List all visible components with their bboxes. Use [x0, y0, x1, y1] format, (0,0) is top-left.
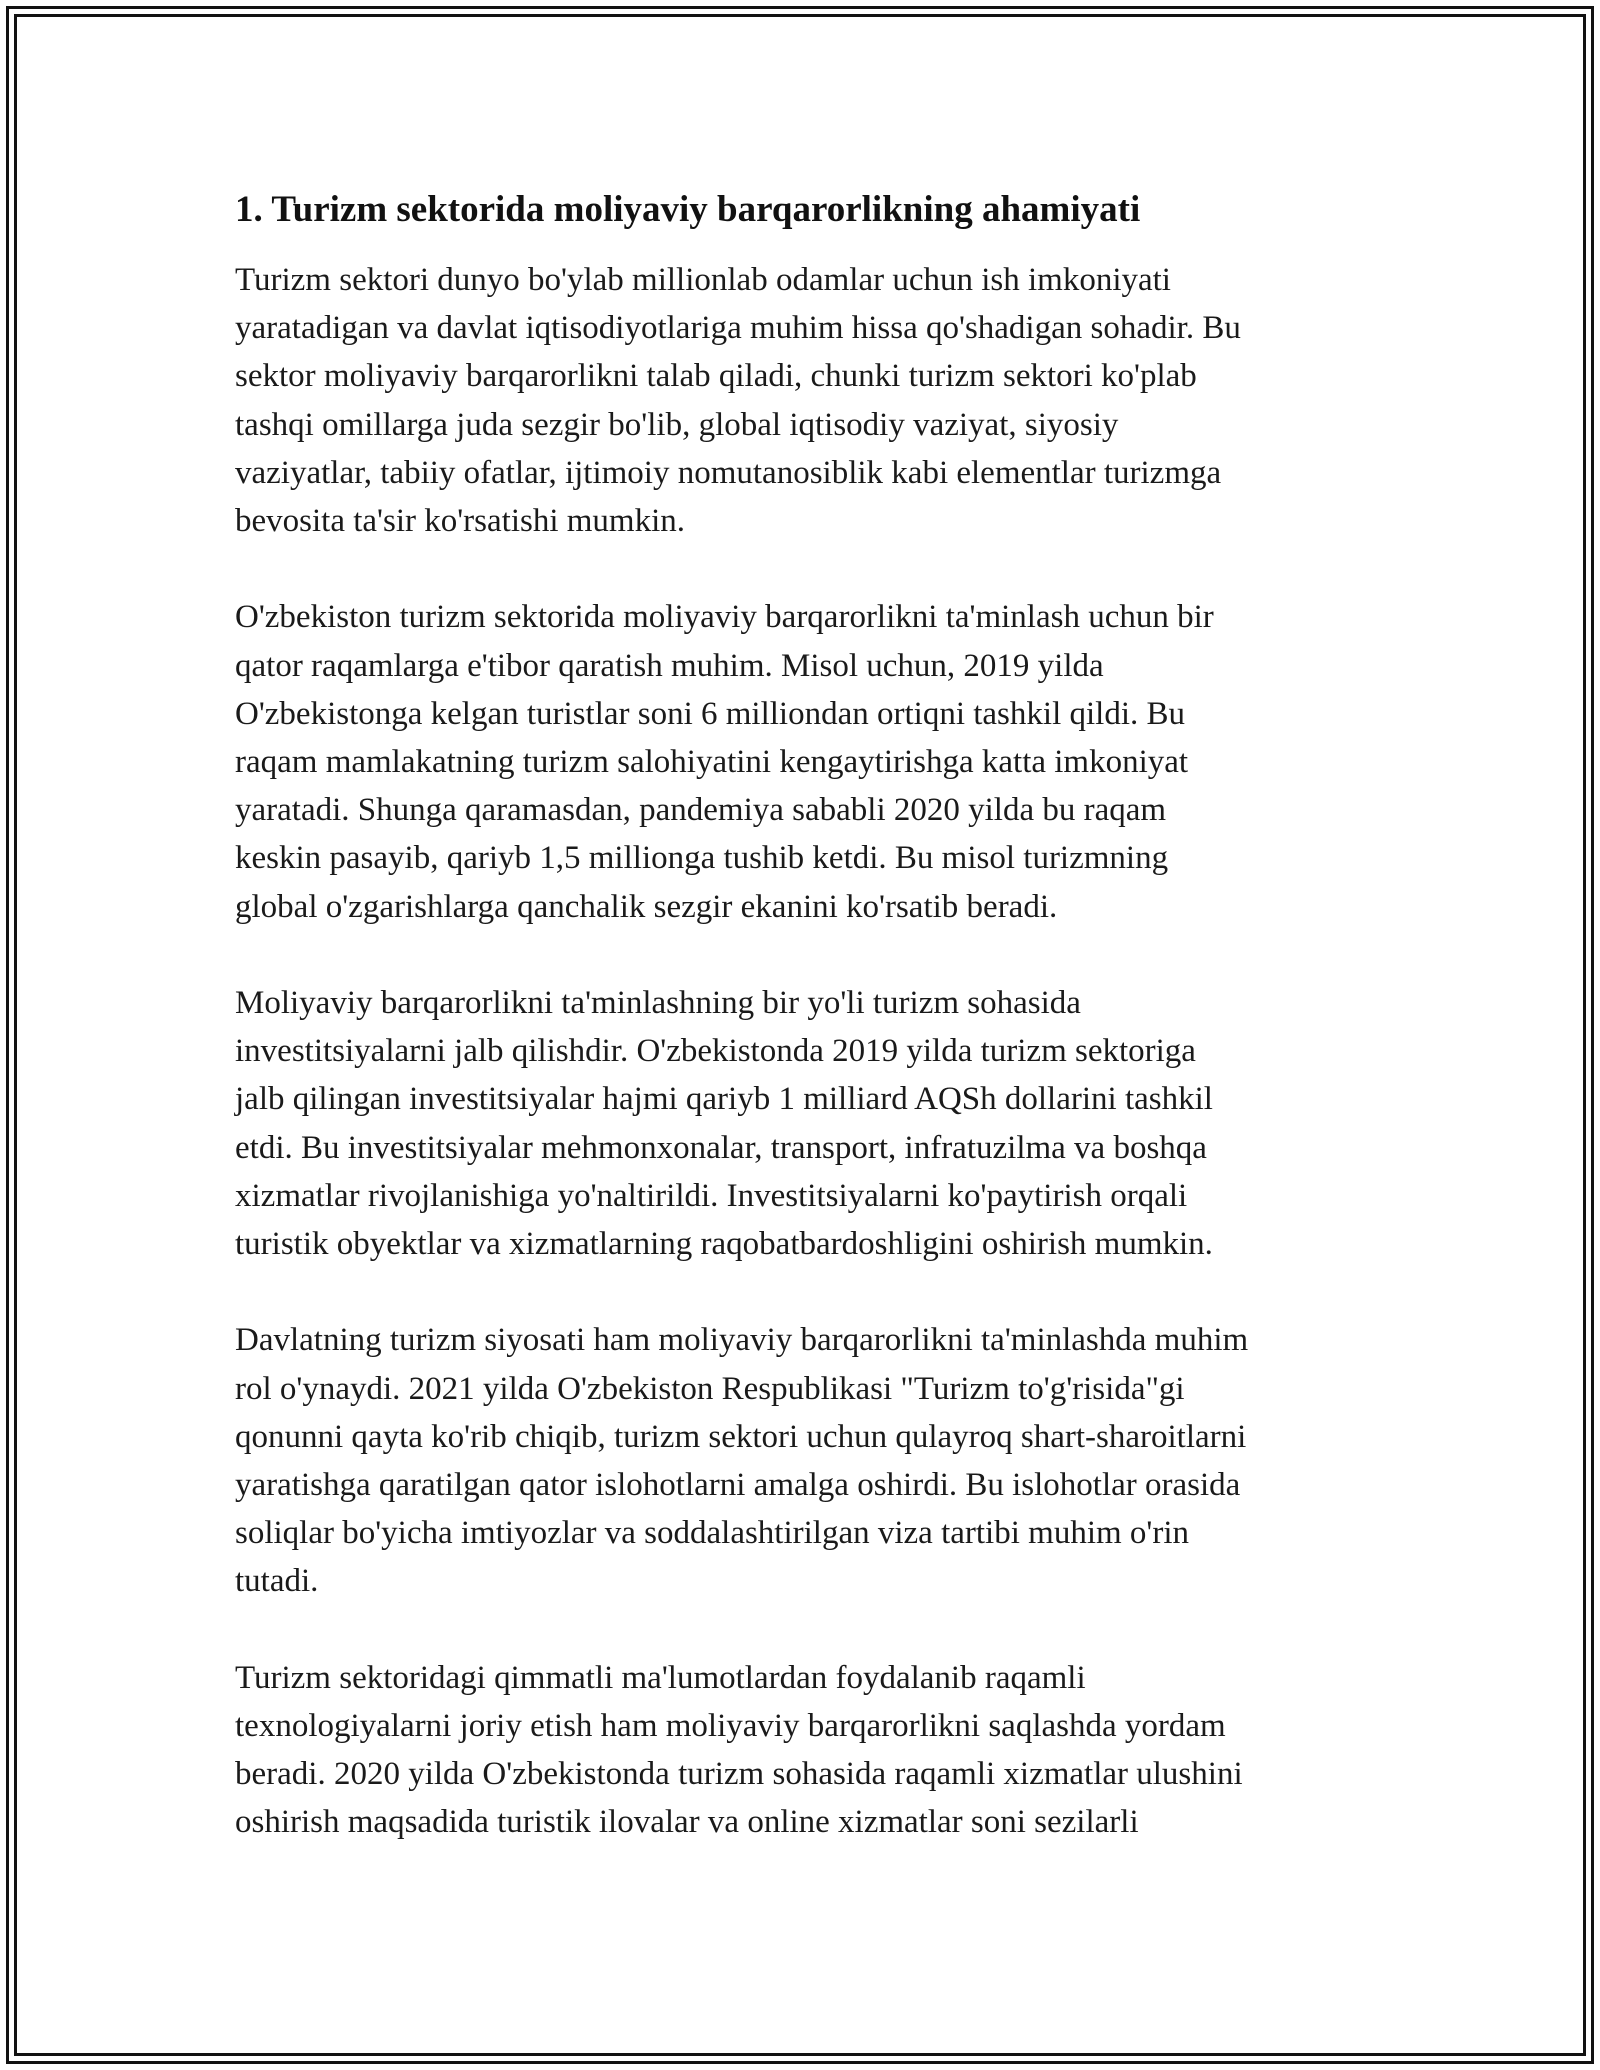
text-line: vaziyatlar, tabiiy ofatlar, ijtimoiy nomutanosiblik kabi elementlar turizmga	[235, 454, 1222, 491]
paragraph	[235, 593, 1375, 930]
text-line: yaratadigan va davlat iqtisodiyotlariga muhim hissa qo'shadigan sohadir. Bu	[235, 310, 1241, 347]
text-line: O'zbekistonga kelgan turistlar soni 6 milliondan ortiqni tashkil qildi. Bu	[235, 695, 1186, 732]
text-line: xizmatlar rivojlanishiga yo'naltirildi. Investitsiyalarni ko'paytirish orqali	[235, 1177, 1188, 1214]
paragraph	[235, 1654, 1375, 1847]
text-line: keskin pasayib, qariyb 1,5 millionga tushib ketdi. Bu misol turizmning	[235, 840, 1169, 877]
text-line: Turizm sektoridagi qimmatli ma'lumotlardan foydalanib raqamli	[235, 1659, 1086, 1696]
text-line: qator raqamlarga e'tibor qaratish muhim. Misol uchun, 2019 yilda	[235, 647, 1104, 684]
paragraph	[235, 979, 1375, 1268]
paragraph-list	[235, 256, 1375, 1847]
section-heading: 1. Turizm sektorida moliyaviy barqarorlikning ahamiyati	[235, 189, 1141, 230]
text-line: jalb qilingan investitsiyalar hajmi qariyb 1 milliard AQSh dollarini tashkil	[235, 1081, 1213, 1118]
text-line: rol o'ynaydi. 2021 yilda O'zbekiston Respublikasi "Turizm to'g'risida"gi	[235, 1370, 1185, 1407]
text-line: qonunni qayta ko'rib chiqib, turizm sektori uchun qulayroq shart-sharoitlarni	[235, 1418, 1247, 1455]
text-line: sektor moliyaviy barqarorlikni talab qiladi, chunki turizm sektori ko'plab	[235, 358, 1197, 395]
text-line: oshirish maqsadida turistik ilovalar va online xizmatlar soni sezilarli	[235, 1804, 1139, 1841]
text-line: raqam mamlakatning turizm salohiyatini kengaytirishga katta imkoniyat	[235, 744, 1189, 781]
document-body	[235, 186, 1375, 1895]
text-line: Moliyaviy barqarorlikni ta'minlashning bir yo'li turizm sohasida	[235, 985, 1081, 1022]
text-line: turistik obyektlar va xizmatlarning raqobatbardoshligini oshirish mumkin.	[235, 1226, 1213, 1263]
text-line: global o'zgarishlarga qanchalik sezgir ekanini ko'rsatib beradi.	[235, 888, 1058, 925]
text-line: tutadi.	[235, 1563, 319, 1600]
text-line: Davlatning turizm siyosati ham moliyaviy barqarorlikni ta'minlashda muhim	[235, 1322, 1249, 1359]
text-line: soliqlar bo'yicha imtiyozlar va soddalashtirilgan viza tartibi muhim o'rin	[235, 1515, 1190, 1552]
text-line: beradi. 2020 yilda O'zbekistonda turizm sohasida raqamli xizmatlar ulushini	[235, 1756, 1243, 1793]
text-line: Turizm sektori dunyo bo'ylab millionlab odamlar uchun ish imkoniyati	[235, 262, 1171, 298]
text-line: etdi. Bu investitsiyalar mehmonxonalar, transport, infratuzilma va boshqa	[235, 1129, 1207, 1166]
text-line: yaratadi. Shunga qaramasdan, pandemiya sababli 2020 yilda bu raqam	[235, 792, 1167, 829]
text-line: texnologiyalarni joriy etish ham moliyaviy barqarorlikni saqlashda yordam	[235, 1708, 1226, 1745]
text-line: tashqi omillarga juda sezgir bo'lib, global iqtisodiy vaziyat, siyosiy	[235, 406, 1119, 443]
text-line: bevosita ta'sir ko'rsatishi mumkin.	[235, 503, 686, 540]
paragraph	[235, 1316, 1375, 1605]
text-line: yaratishga qaratilgan qator islohotlarni amalga oshirdi. Bu islohotlar orasida	[235, 1467, 1241, 1504]
paragraph	[235, 256, 1375, 545]
text-line: O'zbekiston turizm sektorida moliyaviy barqarorlikni ta'minlash uchun bir	[235, 599, 1214, 636]
text-line: investitsiyalarni jalb qilishdir. O'zbekistonda 2019 yilda turizm sektoriga	[235, 1033, 1196, 1070]
